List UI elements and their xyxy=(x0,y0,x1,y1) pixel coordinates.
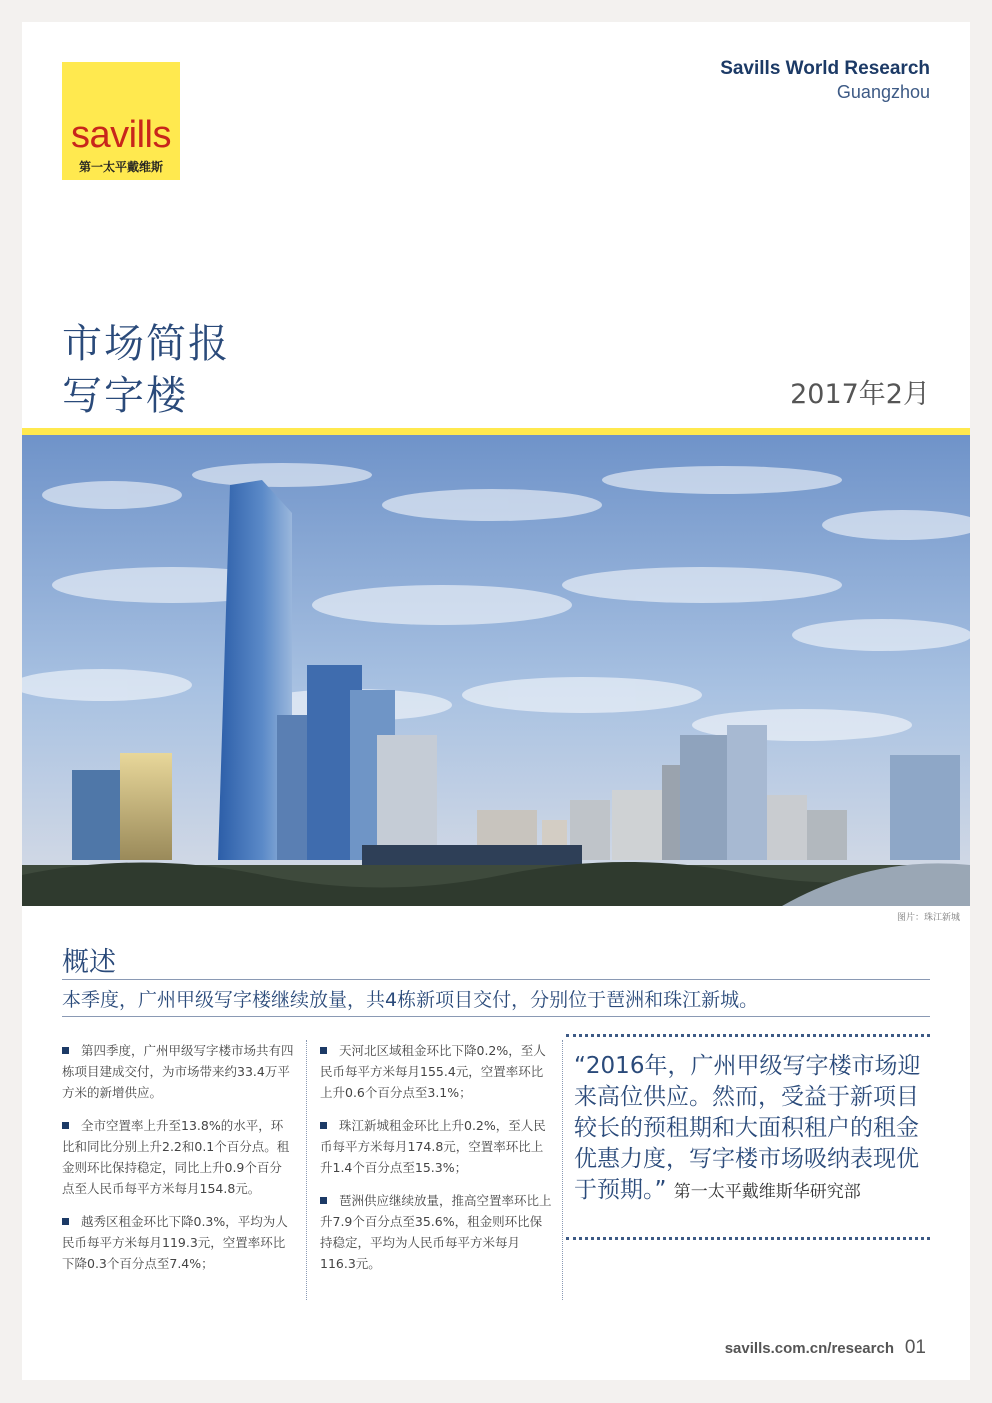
section-heading-overview: 概述 xyxy=(62,947,116,978)
square-bullet-icon xyxy=(62,1047,69,1054)
divider-bottom xyxy=(62,1016,930,1017)
column-divider xyxy=(562,1040,563,1300)
bullet-paragraph: 天河北区域租金环比下降0.2%，至人民币每平方米每月155.4元，空置率环比上升0.6个百分点至3.1%； xyxy=(320,1043,546,1100)
logo-chinese-name: 第一太平戴维斯 xyxy=(78,160,163,174)
photo-credit: 图片：珠江新城 xyxy=(896,913,960,923)
quote-attribution: 第一太平戴维斯华研究部 xyxy=(673,1182,861,1202)
column-divider xyxy=(306,1040,307,1300)
square-bullet-icon xyxy=(62,1122,69,1129)
quote-text: “2016年，广州甲级写字楼市场迎来高位供应。然而，受益于新项目较长的预租期和大面积租户的租金优惠力度，写字楼市场吸纳表现优于预期。” xyxy=(574,1053,921,1203)
square-bullet-icon xyxy=(320,1197,327,1204)
logo-wordmark: savills xyxy=(71,114,171,156)
footer-url-link[interactable]: savills.com.cn/research xyxy=(724,1340,894,1357)
bullet-paragraph: 全市空置率上升至13.8%的水平，环比和同比分别上升2.2和0.1个百分点。租金则环比保持稳定，同比上升0.9个百分点至人民币每平方米每月154.8元。 xyxy=(62,1118,290,1196)
report-title-line2: 写字楼 xyxy=(62,373,188,419)
report-title-line1: 市场简报 xyxy=(62,321,230,367)
yellow-rule xyxy=(22,428,970,435)
square-bullet-icon xyxy=(62,1218,69,1225)
quote-dotted-rule-bottom xyxy=(566,1237,930,1240)
square-bullet-icon xyxy=(320,1047,327,1054)
brand-city: Guangzhou xyxy=(836,82,930,102)
bullet-paragraph: 第四季度，广州甲级写字楼市场共有四栋项目建成交付，为市场带来约33.4万平方米的新增供应。 xyxy=(62,1043,294,1100)
quote-dotted-rule-top xyxy=(566,1034,930,1037)
bullet-paragraph: 越秀区租金环比下降0.3%，平均为人民币每平方米每月119.3元，空置率环比下降0.3个百分点至7.4%； xyxy=(62,1214,288,1271)
cover-photo-skyline xyxy=(22,435,970,906)
report-date: 2017年2月 xyxy=(790,379,930,410)
brand-title: Savills World Research xyxy=(720,58,930,79)
savills-logo[interactable] xyxy=(62,62,180,180)
bullet-paragraph: 琶洲供应继续放量，推高空置率环比上升7.9个百分点至35.6%，租金则环比保持稳定，平均为人民币每平方米每月116.3元。 xyxy=(320,1193,552,1271)
square-bullet-icon xyxy=(320,1122,327,1129)
page-number: 01 xyxy=(904,1337,926,1358)
overview-lead: 本季度，广州甲级写字楼继续放量，共4栋新项目交付，分别位于琶洲和珠江新城。 xyxy=(62,989,759,1011)
column-left xyxy=(62,1040,294,1286)
bullet-paragraph: 珠江新城租金环比上升0.2%，至人民币每平方米每月174.8元，空置率环比上升1.4个百分点至15.3%； xyxy=(320,1118,546,1175)
pull-quote xyxy=(574,1051,938,1208)
column-middle xyxy=(320,1040,552,1286)
divider-top xyxy=(62,979,930,980)
